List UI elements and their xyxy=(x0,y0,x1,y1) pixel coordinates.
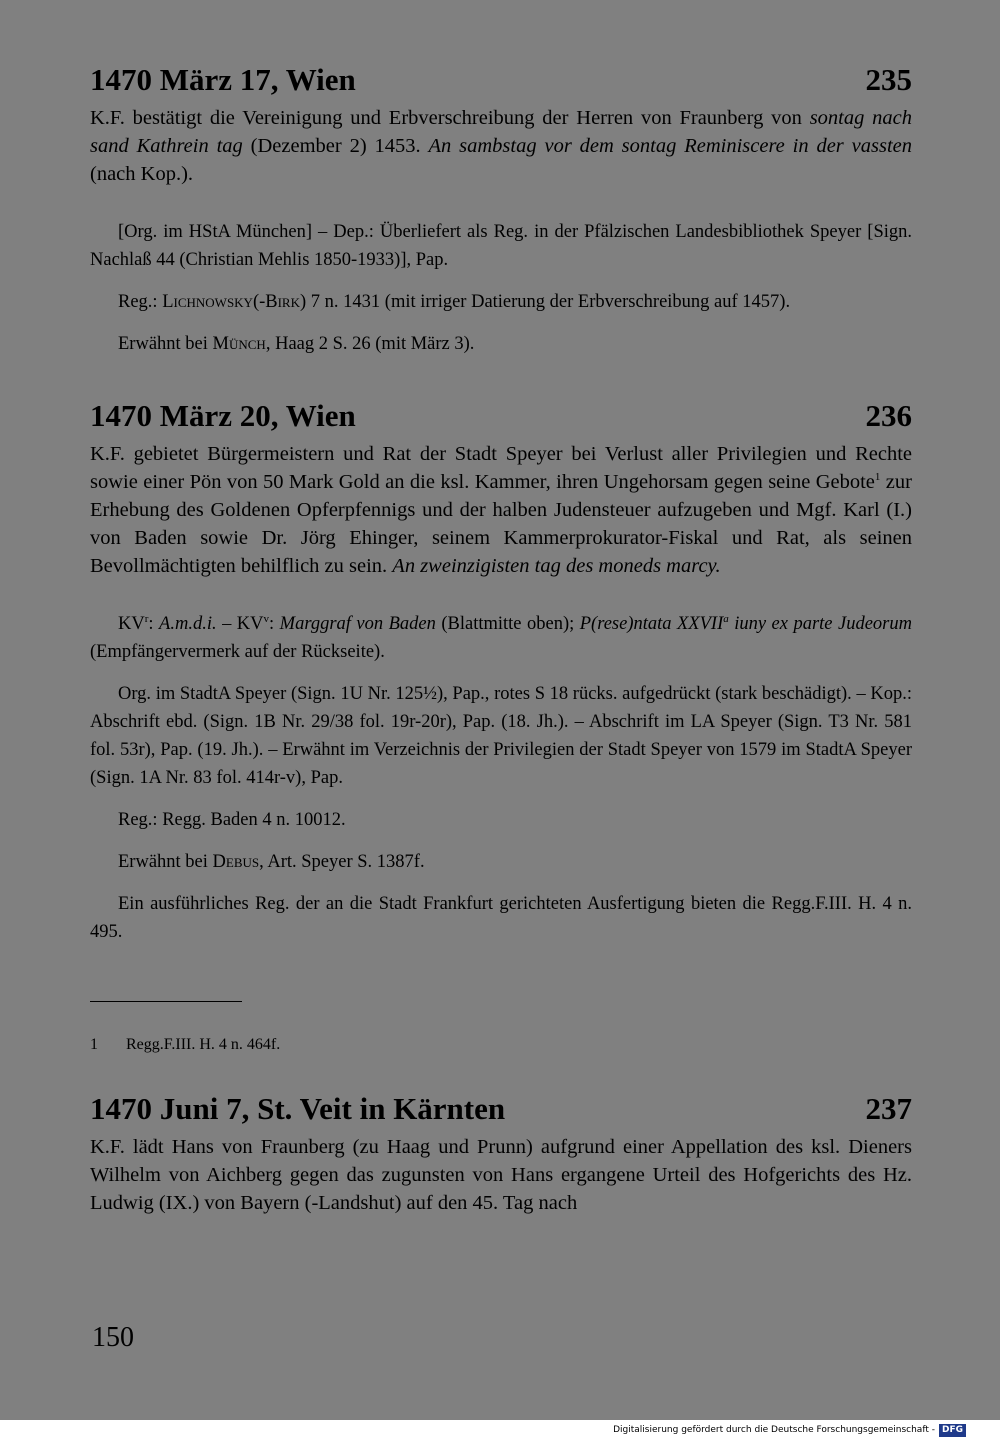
text-run: 7 n. 1431 (mit irriger Datierung der Erbverschreibung auf 1457). xyxy=(306,292,791,312)
entry-heading xyxy=(90,398,912,434)
footnote-text: Regg.F.III. H. 4 n. 464f. xyxy=(126,1036,281,1053)
text-run: , Haag 2 S. 26 (mit März 3). xyxy=(265,334,475,354)
text-run: (Empfängervermerk auf der Rückseite). xyxy=(90,642,385,662)
entry-date-place: 1470 Juni 7, St. Veit in Kärnten xyxy=(90,1091,506,1126)
tradition-note xyxy=(90,680,912,792)
comparison-note xyxy=(90,890,912,946)
italic-run: An sambstag vor dem sontag Reminiscere in der vassten xyxy=(428,135,912,157)
regest-text xyxy=(90,104,912,188)
superscript: a xyxy=(723,612,729,625)
entry-number: 235 xyxy=(865,62,912,97)
text-run: Org. im StadtA Speyer (Sign. 1U Nr. 125½), Pap., rotes S 18 rücks. aufgedrückt (stark beschädigt). – Kop.: Abschrift ebd. (Sign. 1B Nr. 29/38 fol. 19r-20r), Pap. (18. Jh.). – Abschrift im LA Speyer (Sign. T3 Nr. 581 fol. 53r), Pap. (19. Jh.). – Erwähnt im Verzeichnis der Privilegien der Stadt Speyer von 1579 im StadtA Speyer (Sign. 1A Nr. 83 fol. 414r-v), Pap. xyxy=(90,684,912,788)
text-run: KV xyxy=(118,614,145,634)
italic-run: sontag nach sand Kathrein tag xyxy=(90,107,912,157)
regest-reference-note xyxy=(90,288,912,316)
superscript: r xyxy=(144,612,149,625)
text-run: Debus xyxy=(212,852,260,872)
text-run: Erwähnt bei xyxy=(118,334,213,354)
digitization-credit xyxy=(613,1422,966,1438)
mention-note xyxy=(90,848,912,876)
italic-run: A.m.d.i. xyxy=(159,614,217,634)
text-run: Reg.: xyxy=(118,292,163,312)
regest-text xyxy=(90,1133,912,1217)
entry-heading xyxy=(90,62,912,98)
italic-run: P(rese)ntata XXVII xyxy=(579,614,724,634)
text-run: zur Erhebung des Goldenen Opferpfennigs und der halben Judensteuer aufzugeben und Mgf. Karl (I.) von Baden sowie Dr. Jörg Ehinger, seinem Kammerprokurator-Fiskal und Rat, als seinen Bevollmächtigten behilflich zu sein. xyxy=(90,471,912,577)
entry-date-place: 1470 März 20, Wien xyxy=(90,398,356,433)
regest-entry-235 xyxy=(90,62,912,358)
page-number: 150 xyxy=(92,1322,134,1353)
footnote xyxy=(90,1034,280,1056)
entry-date-place: 1470 März 17, Wien xyxy=(90,62,356,97)
entry-number: 237 xyxy=(865,1091,912,1126)
regest-entry-237 xyxy=(90,1091,912,1217)
text-run: Lichnowsky(-Birk) xyxy=(162,292,307,312)
text-run: Münch xyxy=(212,334,266,354)
text-run: (nach Kop.). xyxy=(90,163,194,185)
text-run: , Art. Speyer S. 1387f. xyxy=(259,852,425,872)
text-run: – KV xyxy=(216,614,264,634)
dorsal-note xyxy=(90,610,912,666)
text-run: (Blattmitte oben); xyxy=(435,614,580,634)
italic-run: Marggraf von Baden xyxy=(279,614,436,634)
italic-run: An zweinzigisten tag des moneds marcy. xyxy=(392,555,721,577)
credit-text: Digitalisierung gefördert durch die Deutsche Forschungsgemeinschaft - xyxy=(613,1425,935,1435)
text-run: Reg.: Regg. Baden 4 n. 10012. xyxy=(118,810,346,830)
regest-text xyxy=(90,440,912,580)
superscript: 1 xyxy=(874,471,881,484)
text-run: Erwähnt bei xyxy=(118,852,213,872)
tradition-note xyxy=(90,218,912,274)
text-run: [Org. im HStA München] – Dep.: Überliefert als Reg. in der Pfälzischen Landesbibliothek Speyer [Sign. Nachlaß 44 (Christian Mehlis 1850-1933)], Pap. xyxy=(90,222,912,270)
text-run: K.F. lädt Hans von Fraunberg (zu Haag und Prunn) aufgrund einer Appellation des ksl. Dieners Wilhelm von Aichberg gegen das zugunsten von Hans ergangene Urteil des Hofgerichts des Hz. Ludwig (IX.) von Bayern (-Landshut) auf den 45. Tag nach xyxy=(90,1136,912,1214)
mention-note xyxy=(90,330,912,358)
text-run: K.F. gebietet Bürgermeistern und Rat der Stadt Speyer bei Verlust aller Privilegien und Rechte sowie einer Pön von 50 Mark Gold an die ksl. Kammer, ihren Ungehorsam gegen seine Gebote xyxy=(90,443,912,493)
dfg-logo: DFG xyxy=(939,1424,966,1437)
text-run: : xyxy=(269,614,280,634)
footnote-mark: 1 xyxy=(90,1036,98,1053)
text-run: (Dezember 2) 1453. xyxy=(242,135,429,157)
italic-run: iuny ex parte Judeorum xyxy=(728,614,912,634)
superscript: v xyxy=(263,612,270,625)
text-run: K.F. bestätigt die Vereinigung und Erbverschreibung der Herren von Fraunberg von xyxy=(90,107,810,129)
text-run: Ein ausführliches Reg. der an die Stadt Frankfurt gerichteten Ausfertigung bieten die Regg.F.III. H. 4 n. 495. xyxy=(90,894,912,942)
text-run: : xyxy=(148,614,160,634)
footnote-separator xyxy=(90,1001,242,1002)
regest-reference-note xyxy=(90,806,912,834)
entry-number: 236 xyxy=(865,398,912,433)
regest-entry-236 xyxy=(90,398,912,946)
entry-heading xyxy=(90,1091,912,1127)
